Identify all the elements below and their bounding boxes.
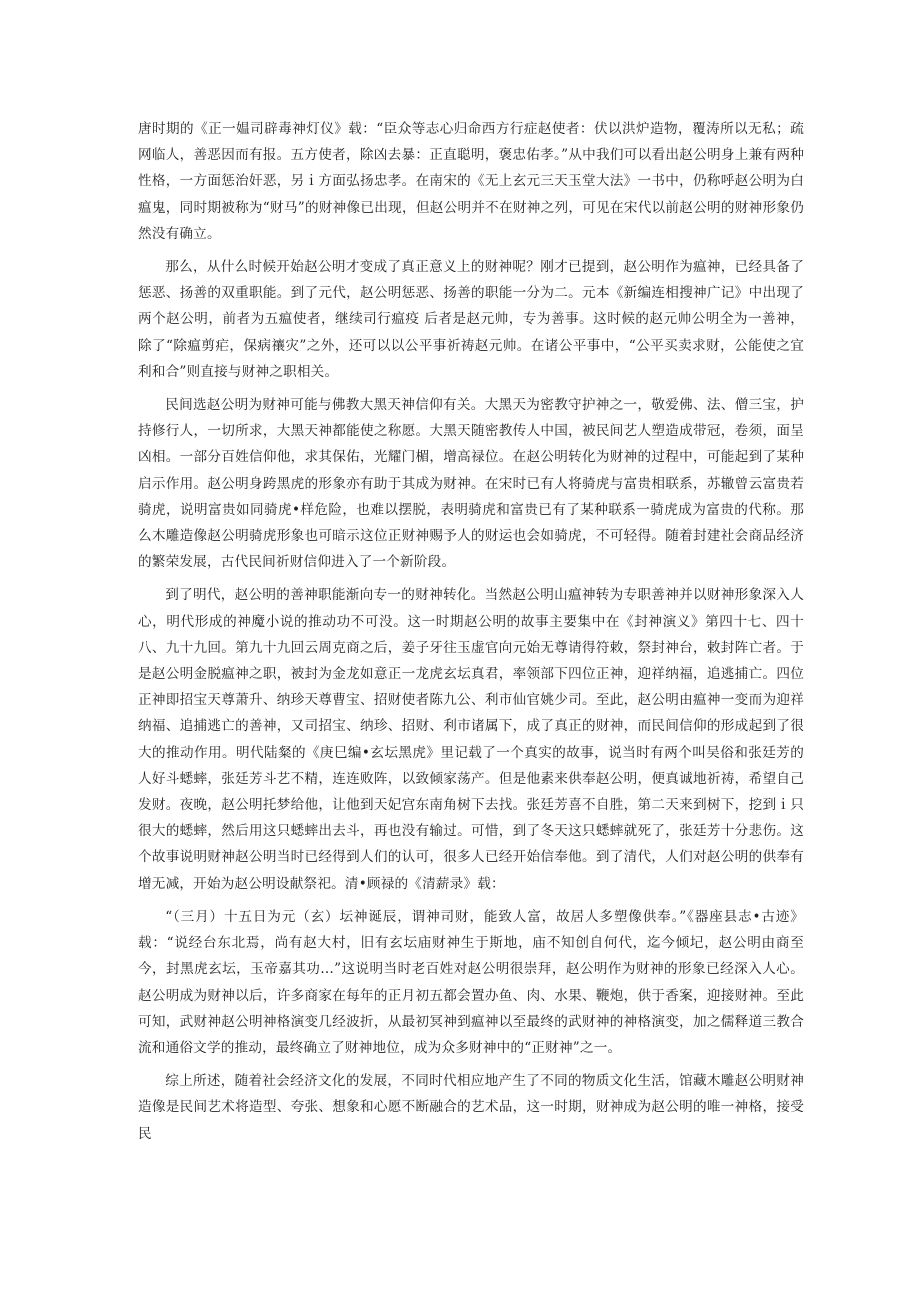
paragraph-conclusion: 综上所述，随着社会经济文化的发展，不同时代相应地产生了不同的物质文化生活，馆藏木雕赵公明财神造像是民间艺术将造型、夸张、想象和心愿不断融合的艺术品，这一时期，财神成为赵公明的唯一神格，接受民	[138, 1073, 804, 1142]
paragraph-tang-record: 唐时期的《正一媪司辟毒神灯仪》载：“臣众等志心归命西方行症赵使者：伏以洪炉造物，覆涛所以无私；疏网临人，善恶因而有报。五方使者，除凶去暴：正直聪明，褒忠佑孝。”从中我们可以看出赵公明身上兼有两种性格，一方面惩治奸恶，另ｉ方面弘扬忠孝。在南宋的《无上玄元三天玉堂大法》一书中，仍称呼赵公明为白瘟鬼，同时期被称为“财马”的财神像已出现，但赵公明并不在财神之列，可见在宋代以前赵公明的财神形象仍然没有确立。	[138, 121, 804, 242]
paragraph-mahakala: 民间选赵公明为财神可能与佛教大黑天神信仰有关。大黑天为密教守护神之一，敬爱佛、法、僧三宝，护持修行人，一切所求，大黑天神都能使之称愿。大黑天随密教传人中国，被民间艺人塑造成带冠，卷须，面呈凶相。一部分百姓信仰他，求其保佑，光耀门楣，增高禄位。在赵公明转化为财神的过程中，可能起到了某种启示作用。赵公明身跨黑虎的形象亦有助于其成为财神。在宋时已有人将骑虎与富贵相联系，苏辙曾云富贵若骑虎，说明富贵如同骑虎•样危险，也难以摆脱，表明骑虎和富贵已有了某种联系一骑虎成为富贵的代称。那么木雕造像赵公明骑虎形象也可暗示这位正财神赐予人的财运也会如骑虎，不可轻得。随着封建社会商品经济的繁荣发展，古代民间祈财信仰进入了一个新阶段。	[138, 397, 804, 571]
document-page	[138, 116, 804, 1154]
paragraph-qing-records: “（三月）十五日为元（玄）坛神诞辰，谓神司财，能致人富，故居人多塑像供奉。”《器座县志•古迹》载：“说经台东北焉，尚有赵大村，旧有玄坛庙财神生于斯地，庙不知创自何代，迄今倾圮，赵公明由商至今，封黑虎玄坛，玉帝嘉其功…”这说明当时老百姓对赵公明很崇拜，赵公明作为财神的形象已经深入人心。赵公明成为财神以后，许多商家在每年的正月初五都会置办鱼、肉、水果、鞭炮，供于香案，迎接财神。至此可知，武财神赵公明神格演变几经波折，从最初冥神到瘟神以至最终的武财神的神格演变，加之儒释道三教合流和通俗文学的推动，最终确立了财神地位，成为众多财神中的“正财神”之一。	[138, 908, 804, 1056]
paragraph-ming-dynasty: 到了明代，赵公明的善神职能渐向专一的财神转化。当然赵公明山瘟神转为专职善神并以财神形象深入人心，明代形成的神魔小说的推动功不可没。这一时期赵公明的故事主要集中在《封神演义》第四十七、四十八、九十九回。第九十九回云周克商之后，姜子牙往玉虚官向元始无尊请得符敕，祭封神台，敕封阵亡者。于是赵公明金脱瘟神之职，被封为金龙如意正一龙虎玄坛真君，率领部下四位正神，迎祥纳福，追逃捕亡。四位正神即招宝天尊萧升、纳珍天尊曹宝、招财使者陈九公、利市仙官姚少司。至此，赵公明由瘟神一变而为迎祥纳福、追捕逃亡的善神，又司招宝、纳珍、招财、利市诸属下，成了真正的财神，而民间信仰的形成起到了很大的推动作用。明代陆粲的《庚巳编•玄坛黑虎》里记载了一个真实的故事，说当时有两个叫吴俗和张廷芳的人好斗蟋蟀，张廷芳斗艺不精，连连败阵，以致倾家荡产。但是他素来供奉赵公明，便真诚地祈祷，希望自己发财。夜晚，赵公明托梦给他，让他到天妃宫东南角树下去找。张廷芳喜不自胜，第二天来到树下，挖到ｉ只很大的蟋蟀，然后用这只蟋蟀出去斗，再也没有输过。可惜，到了冬天这只蟋蟀就死了，张廷芳十分悲伤。这个故事说明财神赵公明当时已经得到人们的认可，很多人已经开始信奉他。到了清代，人们对赵公明的供奉有增无减，开始为赵公明设献祭祀。清•顾禄的《清薪录》载：	[138, 587, 804, 892]
paragraph-yuan-dynasty: 那么，从什么时候开始赵公明才变成了真正意义上的财神呢？刚才已提到，赵公明作为瘟神，已经具备了惩恶、扬善的双重职能。到了元代，赵公明惩恶、扬善的职能一分为二。元本《新编连相搜神广记》中出现了两个赵公明，前者为五瘟使者，继续司行瘟疫 后者是赵元帅，专为善事。这时候的赵元帅公明全为一善神，除了“除瘟剪疟，保病禳灾”之外，还可以以公平事祈祷赵元帅。在诸公平事中，“公平买卖求财，公能使之宜利和合”则直接与财神之职相关。	[138, 259, 804, 380]
